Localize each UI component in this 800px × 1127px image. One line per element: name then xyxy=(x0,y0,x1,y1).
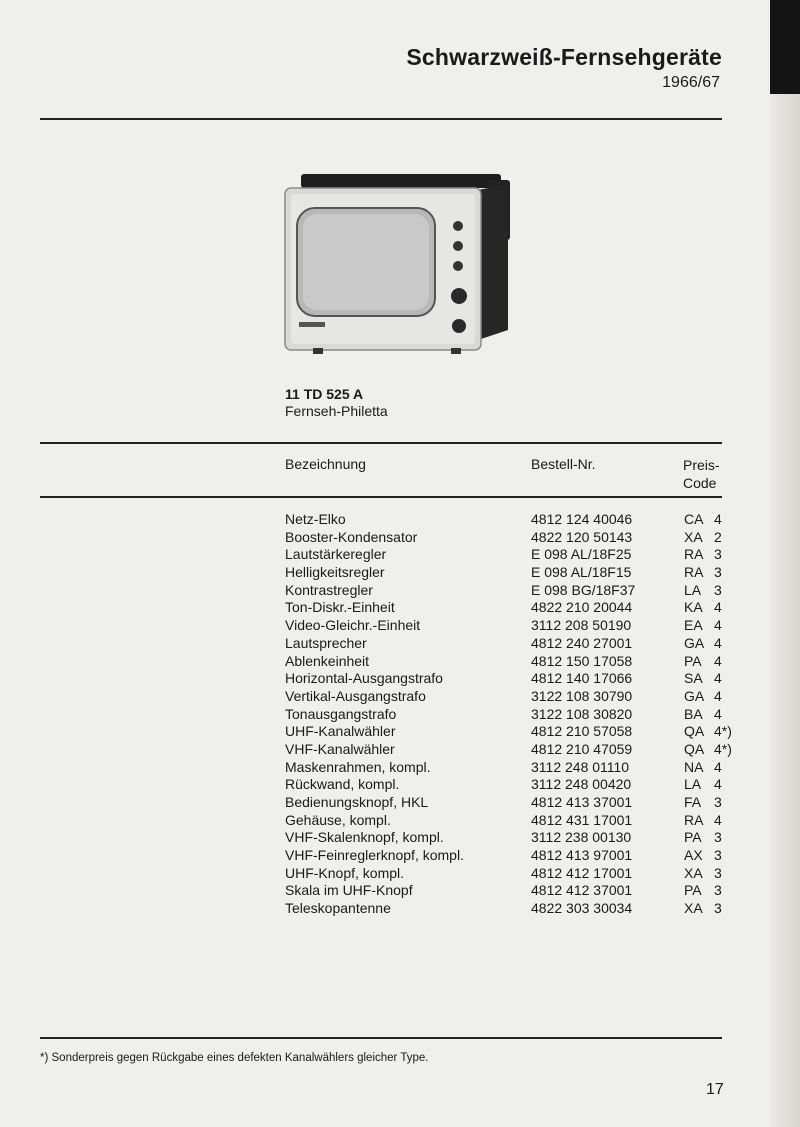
price-level: 3 xyxy=(714,546,722,563)
column-header-order-number: Bestell-Nr. xyxy=(531,456,596,472)
order-number: 4812 431 17001 xyxy=(531,811,633,828)
price-code: FA xyxy=(684,794,702,810)
price-code: LA xyxy=(684,776,702,793)
table-row xyxy=(285,599,735,617)
price-code: LA xyxy=(684,581,702,598)
table-row xyxy=(285,829,735,847)
price-level: 4 xyxy=(714,511,722,527)
price-level: 3 xyxy=(714,864,722,881)
model-name: Fernseh-Philetta xyxy=(285,403,388,419)
price-level: 3 xyxy=(714,900,722,917)
price-code: AX xyxy=(684,847,703,864)
price-level: 4 xyxy=(714,776,722,793)
table-row xyxy=(285,723,735,741)
table-row xyxy=(285,529,735,547)
price-code: XA xyxy=(684,864,703,881)
model-number: 11 TD 525 A xyxy=(285,386,364,402)
part-name: Video-Gleichr.-Einheit xyxy=(285,617,421,634)
part-name: Kontrastregler xyxy=(285,581,373,598)
part-name: UHF-Knopf, kompl. xyxy=(285,864,405,881)
part-name: Helligkeitsregler xyxy=(285,564,385,581)
price-code: RA xyxy=(684,811,704,828)
table-header-rule xyxy=(40,496,722,498)
price-code: QA xyxy=(684,740,705,757)
part-name: Bedienungsknopf, HKL xyxy=(285,794,429,810)
table-row xyxy=(285,759,735,777)
price-level: 4 xyxy=(714,758,722,775)
column-header-price-line2: Code xyxy=(683,475,717,491)
order-number: 4812 140 17066 xyxy=(531,670,633,687)
order-number: E 098 AL/18F15 xyxy=(531,564,632,581)
price-code: KA xyxy=(684,599,703,616)
header-rule xyxy=(40,118,722,120)
page-edge-tab xyxy=(770,0,800,94)
table-top-rule xyxy=(40,442,722,444)
order-number: 3112 208 50190 xyxy=(531,617,632,634)
part-name: Horizontal-Ausgangstrafo xyxy=(285,670,443,687)
page-edge xyxy=(770,94,800,1127)
order-number: 3112 248 01110 xyxy=(531,758,630,775)
price-level: 2 xyxy=(714,528,722,545)
table-row xyxy=(285,670,735,688)
table-row xyxy=(285,847,735,865)
price-level: 3 xyxy=(714,882,722,899)
order-number: 4812 412 37001 xyxy=(531,882,633,899)
price-level: 3 xyxy=(714,794,722,810)
part-name: Booster-Kondensator xyxy=(285,528,418,545)
order-number: 3122 108 30820 xyxy=(531,705,633,722)
table-row xyxy=(285,776,735,794)
order-number: 4812 413 37001 xyxy=(531,794,633,810)
price-code: RA xyxy=(684,546,704,563)
parts-list xyxy=(285,511,735,918)
table-row xyxy=(285,882,735,900)
part-name: Teleskopantenne xyxy=(285,900,391,917)
page-year: 1966/67 xyxy=(662,74,720,91)
column-header-price-line1: Preis- xyxy=(683,457,720,473)
part-name: Lautstärkeregler xyxy=(285,546,387,563)
order-number: 4822 303 30034 xyxy=(531,900,633,917)
price-level: 4*) xyxy=(714,740,732,757)
footnote: *) Sonderpreis gegen Rückgabe eines defekten Kanalwählers gleicher Type. xyxy=(40,1052,429,1064)
order-number: 4812 413 97001 xyxy=(531,847,633,864)
order-number: 4812 412 17001 xyxy=(531,864,633,881)
part-name: Ablenkeinheit xyxy=(285,652,370,669)
price-code: EA xyxy=(684,617,703,634)
part-name: VHF-Kanalwähler xyxy=(285,740,395,757)
column-header-price-code xyxy=(683,456,720,492)
price-level: 4 xyxy=(714,634,722,651)
table-row xyxy=(285,511,735,529)
table-row xyxy=(285,582,735,600)
price-level: 3 xyxy=(714,847,722,864)
order-number: 4812 150 17058 xyxy=(531,652,633,669)
price-code: GA xyxy=(684,687,705,704)
table-row xyxy=(285,617,735,635)
table-row xyxy=(285,794,735,812)
price-code: CA xyxy=(684,511,704,527)
price-level: 4 xyxy=(714,811,722,828)
part-name: UHF-Kanalwähler xyxy=(285,723,396,740)
price-code: NA xyxy=(684,758,704,775)
portable-tv-photo xyxy=(283,170,513,356)
table-row xyxy=(285,706,735,724)
price-code: SA xyxy=(684,670,703,687)
part-name: Lautsprecher xyxy=(285,634,367,651)
table-row xyxy=(285,635,735,653)
price-code: QA xyxy=(684,723,705,740)
part-name: Netz-Elko xyxy=(285,511,346,527)
table-row xyxy=(285,741,735,759)
page-title: Schwarzweiß-Fernsehgeräte xyxy=(406,44,722,70)
table-row xyxy=(285,865,735,883)
order-number: 4812 240 27001 xyxy=(531,634,633,651)
price-code: RA xyxy=(684,564,704,581)
price-level: 4 xyxy=(714,670,722,687)
column-header-name: Bezeichnung xyxy=(285,456,366,472)
price-level: 4 xyxy=(714,687,722,704)
order-number: E 098 AL/18F25 xyxy=(531,546,632,563)
part-name: Rückwand, kompl. xyxy=(285,776,400,793)
price-level: 4 xyxy=(714,599,722,616)
order-number: 4812 210 57058 xyxy=(531,723,633,740)
part-name: Skala im UHF-Knopf xyxy=(285,882,413,899)
order-number: 4822 120 50143 xyxy=(531,528,633,545)
table-row xyxy=(285,812,735,830)
part-name: VHF-Feinreglerknopf, kompl. xyxy=(285,847,464,864)
table-row xyxy=(285,688,735,706)
part-name: Maskenrahmen, kompl. xyxy=(285,758,431,775)
price-code: GA xyxy=(684,634,705,651)
price-code: PA xyxy=(684,652,702,669)
order-number: 4812 124 40046 xyxy=(531,511,633,527)
footer-rule xyxy=(40,1037,722,1039)
part-name: Ton-Diskr.-Einheit xyxy=(285,599,395,616)
part-name: Vertikal-Ausgangstrafo xyxy=(285,687,426,704)
order-number: 3112 238 00130 xyxy=(531,829,632,846)
price-level: 4 xyxy=(714,652,722,669)
order-number: 4822 210 20044 xyxy=(531,599,633,616)
price-level: 3 xyxy=(714,581,722,598)
page-number: 17 xyxy=(706,1081,724,1098)
price-level: 4*) xyxy=(714,723,732,740)
order-number: E 098 BG/18F37 xyxy=(531,581,636,598)
order-number: 3112 248 00420 xyxy=(531,776,632,793)
price-level: 4 xyxy=(714,617,722,634)
order-number: 3122 108 30790 xyxy=(531,687,633,704)
table-row xyxy=(285,546,735,564)
price-code: XA xyxy=(684,528,703,545)
table-row xyxy=(285,653,735,671)
part-name: VHF-Skalenknopf, kompl. xyxy=(285,829,444,846)
price-level: 3 xyxy=(714,564,722,581)
price-code: BA xyxy=(684,705,703,722)
price-code: PA xyxy=(684,882,702,899)
part-name: Tonausgangstrafo xyxy=(285,705,397,722)
part-name: Gehäuse, kompl. xyxy=(285,811,391,828)
price-level: 3 xyxy=(714,829,722,846)
order-number: 4812 210 47059 xyxy=(531,740,633,757)
table-row xyxy=(285,900,735,918)
price-level: 4 xyxy=(714,705,722,722)
table-row xyxy=(285,564,735,582)
price-code: PA xyxy=(684,829,702,846)
price-code: XA xyxy=(684,900,703,917)
